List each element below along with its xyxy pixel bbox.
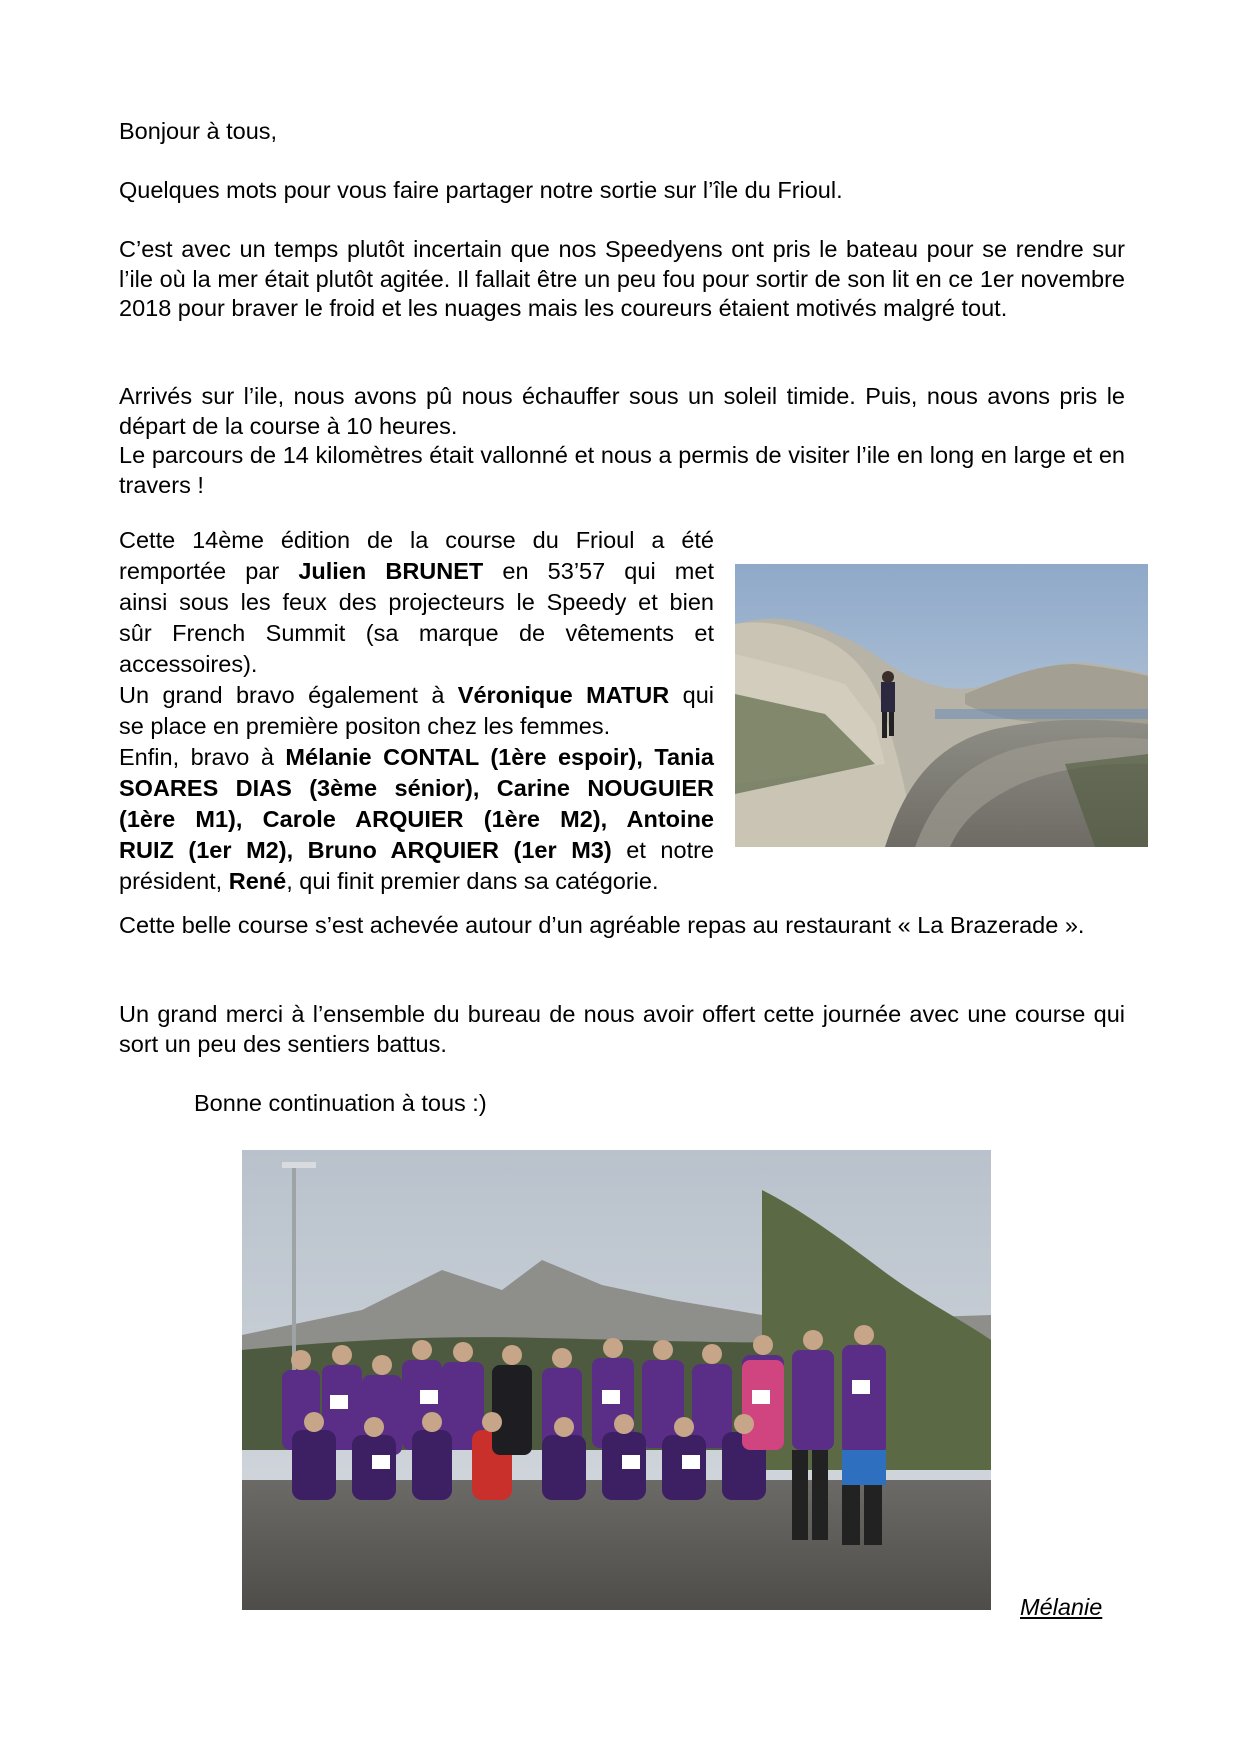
runner-photo (735, 564, 1148, 847)
greeting: Bonjour à tous, (119, 118, 278, 144)
closing-line: Bonne continuation à tous :) (194, 1090, 487, 1116)
signature: Mélanie (1020, 1594, 1103, 1620)
results-line: accessoires). (119, 651, 258, 677)
results-line: président, René, qui finit premier dans sa catégorie. (119, 868, 659, 894)
meal-paragraph: Cette belle course s’est achevée autour d’un agréable repas au restaurant « La Brazerade ». (119, 912, 1085, 938)
results-line: se place en première positon chez les femmes. (119, 713, 611, 739)
course-paragraph: Le parcours de 14 kilomètres était vallonné et nous a permis de visiter l’ile en long en large et en travers ! (119, 442, 1125, 498)
winner-name: Julien BRUNET (298, 558, 484, 584)
intro-paragraph: Quelques mots pour vous faire partager notre sortie sur l’île du Frioul. (119, 177, 843, 203)
women-winner-name: Véronique MATUR (457, 682, 670, 708)
results-line: Un grand bravo également à Véronique MATUR qui (119, 682, 714, 708)
results-paragraph (119, 525, 714, 897)
results-line: RUIZ (1er M2), Bruno ARQUIER (1er M3) et notre (119, 837, 714, 863)
results-line: Cette 14ème édition de la course du Frioul a été (119, 527, 714, 553)
thanks-paragraph: Un grand merci à l’ensemble du bureau de nous avoir offert cette journée avec une course qui sort un peu des sentiers battus. (119, 1001, 1125, 1057)
group-photo (242, 1150, 991, 1610)
arrival-paragraph: Arrivés sur l’ile, nous avons pû nous échauffer sous un soleil timide. Puis, nous avons pris le départ de la course à 10 heures. (119, 383, 1125, 439)
results-line: ainsi sous les feux des projecteurs le Speedy et bien (119, 589, 714, 615)
weather-paragraph: C’est avec un temps plutôt incertain que nos Speedyens ont pris le bateau pour se rendre sur l’ile où la mer était plutôt agitée. Il fallait être un peu fou pour sortir de son lit en ce 1er novembre 2018 pour braver le froid et les nuages mais les coureurs étaient motivés malgré tout. (119, 236, 1125, 321)
president-name: René (228, 868, 287, 894)
results-line: (1ère M1), Carole ARQUIER (1ère M2), Antoine (119, 806, 714, 832)
results-line: SOARES DIAS (3ème sénior), Carine NOUGUIER (119, 775, 714, 801)
results-line: Enfin, bravo à Mélanie CONTAL (1ère espoir), Tania (119, 744, 714, 770)
results-line: sûr French Summit (sa marque de vêtements et (119, 620, 714, 646)
results-line: remportée par Julien BRUNET en 53’57 qui met (119, 558, 714, 584)
